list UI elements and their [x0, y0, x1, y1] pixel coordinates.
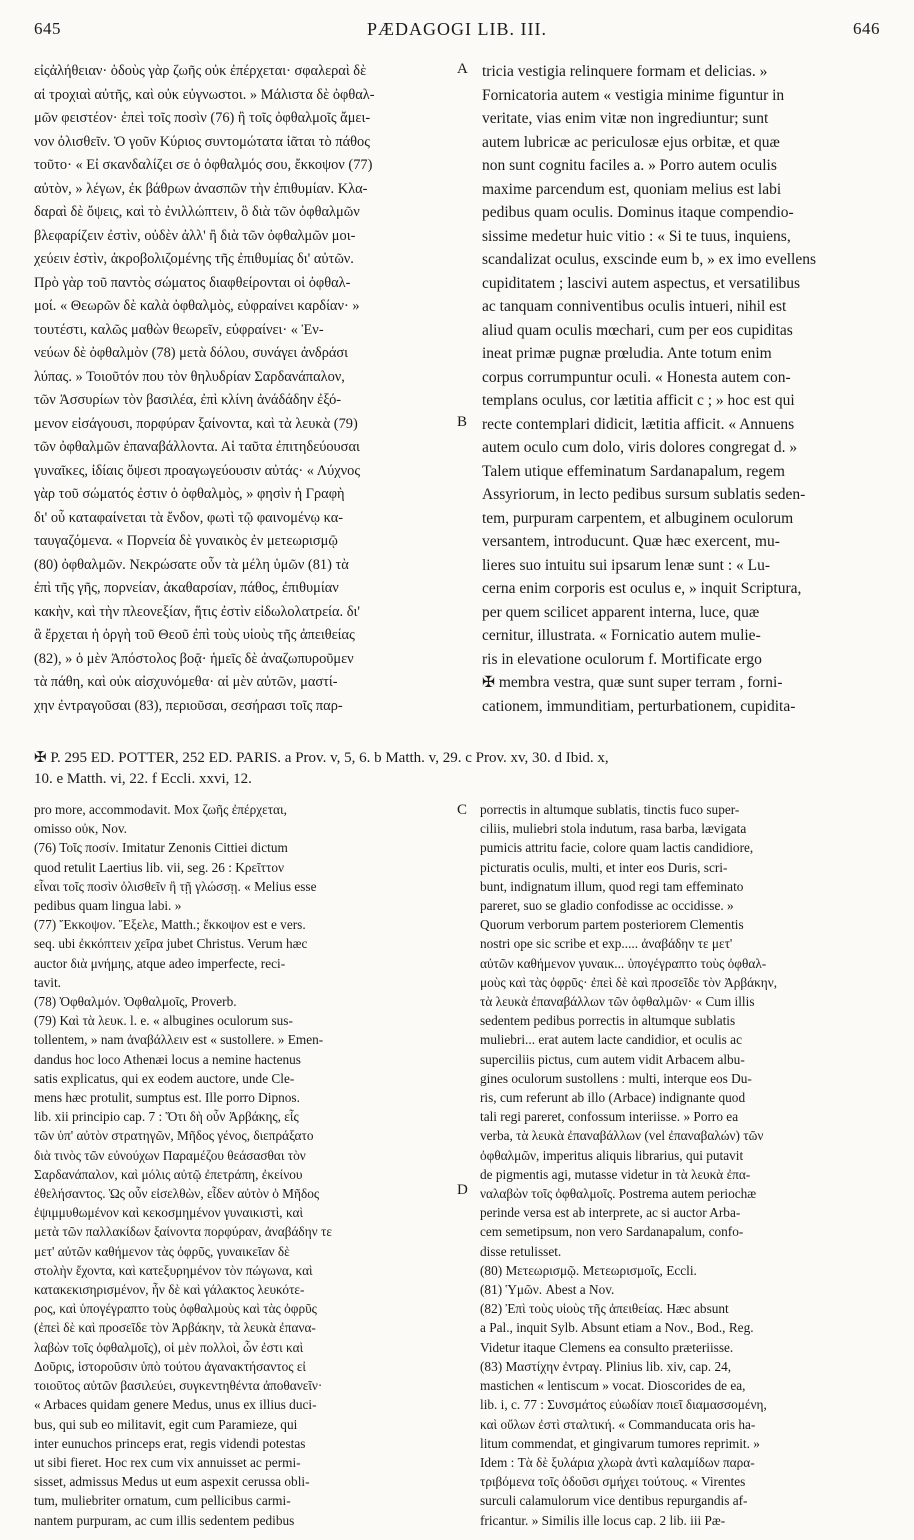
greek-text-line: ἃ ἔρχεται ἡ ὀργὴ τοῦ Θεοῦ ἐπὶ τοὺς υἱοὺς τῆς ἀπειθείας: [34, 627, 355, 643]
latin-text-line: tem, purpuram carpentem, et albuginem oculorum: [482, 509, 794, 527]
greek-text-line: τουτέστι, καλῶς μαθὼν θεωρεῖν, εὐφραίνει· « Ἐν-: [34, 321, 324, 338]
greek-text-line: τοῦτο· « Εἰ σκανδαλίζει σε ὁ ὀφθαλμός σου, ἔκκοψον (77): [34, 157, 373, 173]
note-line: « Arbaces quidam genere Medus, unus ex illius duci-: [34, 1397, 317, 1413]
note-line: ἐθελήσαντος. Ὡς οὖν εἰσελθὼν, εἶδεν αὐτὸν ὁ Μῆδος: [34, 1186, 320, 1202]
latin-text-line: maxime parcendum est, quoniam melius est labi: [482, 180, 782, 198]
note-line: perinde versa est ab interprete, ac si auctor Arba-: [480, 1205, 741, 1221]
greek-text-line: κακὴν, καὶ τὴν πλεονεξίαν, ἥτις ἐστὶν εἰδωλολατρεία. δι': [34, 603, 361, 620]
latin-text-line: autem oculo cum dolo, viris dolores congregat d. »: [482, 439, 798, 456]
latin-text-line: cernitur, illustrata. « Fornicatio autem mulie-: [482, 627, 761, 644]
note-line: verba, τὰ λευκὰ ἐπαναβάλλων (vel ἐπαναβαλών) τῶν: [480, 1128, 764, 1144]
note-line: στολὴν ἔχοντα, καὶ κατεξυρημένον τὸν πώγωνα, καὶ: [34, 1262, 313, 1278]
note-line: tollentem, » nam ἀναβάλλειν est « sustollere. » Emen-: [34, 1032, 324, 1048]
note-line: ρος, καὶ ὑπογέγραπτο τοὺς ὀφθαλμοὺς καὶ τὰς ὀφρῦς: [34, 1301, 317, 1317]
greek-text-line: εἰςἀλήθειαν· ὁδοὺς γὰρ ζωῆς οὐκ ἐπέρχεται· σφαλεραὶ δὲ: [34, 63, 367, 79]
latin-text-line: scandalizat oculus, exscinde eum b, » ex imo evellens: [482, 251, 817, 268]
note-line: sedentem pedibus porrectis in altumque sublatis: [480, 1013, 736, 1029]
latin-text-line: lieres suo intuitu sui ipsarum lenæ sunt : « Lu-: [482, 556, 771, 574]
reference-line-2: 10. e Matth. vi, 22. f Eccli. xxvi, 12.: [34, 771, 252, 787]
note-line: (77) Ἔκκοψον. Ἔξελε, Matth.; ἔκκοψον est e vers.: [34, 917, 306, 933]
note-line: τριβόμενα τοῖς ὀδοῦσι σμήχει τούτους. « Virentes: [480, 1474, 746, 1490]
note-line: picturatis oculis, multi, et inter eos Duris, scri-: [480, 859, 728, 875]
note-line: (83) Μαστίχην ἐντραγ. Plinius lib. xiv, cap. 24,: [480, 1358, 732, 1374]
note-line: seq. ubi ἐκκόπτειν χεῖρα jubet Christus. Verum hæc: [34, 936, 308, 952]
note-line: disse retulisset.: [480, 1243, 562, 1259]
note-line: nostri ope sic scribe et exp..... ἀναβάδην τε μετ': [480, 936, 733, 952]
note-line: λαβὼν τοῖς ὀφθαλμοῖς), οἱ μὲν πολλοὶ, ὧν ἐστι καὶ: [34, 1339, 304, 1355]
greek-text-line: ἐπὶ τῆς γῆς, πορνείαν, ἀκαθαρσίαν, πάθος, ἐπιθυμίαν: [34, 580, 339, 596]
note-line: μετ' αὐτῶν καθήμενον τὰς ὀφρῦς, γυναικεῖαν δὲ: [34, 1243, 290, 1259]
greek-text-line: γυναῖκες, ἰδίαις ὄψεσι προαγωγεύουσιν αὐτάς· « Λύχνος: [34, 462, 361, 479]
note-line: lib. xii principio cap. 7 : Ὅτι δὴ οὖν Ἀρβάκης, εἷς: [34, 1109, 299, 1125]
note-line: lib. i, c. 77 : Συνσμάτος εὐωδίαν ποιεῖ διαμασσομένη,: [480, 1397, 767, 1413]
note-line: mastichen « lentiscum » vocat. Dioscorides de ea,: [480, 1378, 746, 1394]
reference-line-1: ✠ P. 295 ED. POTTER, 252 ED. PARIS. a Prov. v, 5, 6. b Matth. v, 29. c Prov. xv, 30. d Ibid. x,: [34, 750, 609, 766]
note-line: muliebri... erat autem lacte candidior, et oculis ac: [480, 1032, 742, 1048]
latin-text-line: aliud quam oculis mœchari, cum per eos cupiditas: [482, 321, 793, 339]
note-line: tali regi pareret, confossum interiisse. » Porro ea: [480, 1109, 739, 1125]
note-line: pedibus quam lingua labi. »: [34, 898, 182, 914]
note-line: Quorum verborum partem posteriorem Clementis: [480, 917, 744, 933]
note-line: auctor διὰ μνήμης, atque adeo imperfecte, reci-: [34, 955, 286, 971]
greek-text-line: δαραὶ δὲ ὄψεις, καὶ τὸ ἐνιλλώπτειν, ὃ διὰ τῶν ὀφθαλμῶν: [34, 204, 360, 220]
latin-text-line: Fornicatoria autem « vestigia minime figuntur in: [482, 86, 785, 104]
latin-text-line: ✠ membra vestra, quæ sunt super terram , forni-: [482, 674, 783, 691]
note-line: inter eunuchos princeps erat, regis videndi potestas: [34, 1435, 306, 1451]
note-line: pro more, accommodavit. Mox ζωῆς ἐπέρχεται,: [34, 802, 287, 817]
note-line: αὐτῶν καθήμενον γυναικ... ὑπογέγραπτο τοὺς ὀφθαλ-: [480, 955, 767, 971]
page-number-right: 646: [852, 19, 880, 38]
greek-text-line: χεύειν ἐστὶν, ἀκροβολιζομένης τῆς ἐπιθυμίας δι' αὐτῶν.: [34, 251, 354, 267]
note-line: superciliis pictus, cum autem vidit Arbacem albu-: [480, 1051, 745, 1067]
latin-text-line: recte contemplari didicit, lætitia afficit. « Annuens: [482, 415, 795, 433]
greek-text-line: δι' οὗ καταφαίνεται τὰ ἔνδον, φωτὶ τῷ φαινομένῳ κα-: [34, 509, 344, 526]
page-number-left: 645: [34, 19, 61, 38]
note-line: mens hæc protulit, sumptus est. Ille porro Dipnos.: [34, 1090, 300, 1106]
note-line: fricantur. » Similis ille locus cap. 2 lib. iii Pæ-: [480, 1512, 726, 1528]
greek-text-line: γὰρ τοῦ σώματός ἐστιν ὁ ὀφθαλμὸς, » φησὶν ἡ Γραφὴ: [34, 486, 345, 502]
note-line: dandus hoc loco Athenæi locus a nemine hactenus: [34, 1051, 301, 1067]
note-line: pareret, suo se gladio confodisse ac occidisse. »: [480, 898, 734, 914]
latin-text-line: corpus corrumpuntur oculi. « Honesta autem con-: [482, 368, 791, 386]
note-line: διὰ τινὸς τῶν εὐνούχων Παραμέζου θεάσασθαι τὸν: [34, 1147, 306, 1163]
latin-text-line: cerna enim corporis est oculus e, » inquit Scriptura,: [482, 580, 802, 597]
latin-text-line: non sunt cognitu faciles a. » Porro autem oculis: [482, 157, 777, 174]
note-line: καὶ οὔλων ἐστὶ σταλτική. « Commanducata oris ha-: [480, 1416, 756, 1432]
greek-text-line: μενον εἰσάγουσι, πορφύραν ξαίνοντα, καὶ τὰ λευκὰ (79): [34, 415, 358, 432]
latin-text-line: pedibus quam oculis. Dominus itaque compendio-: [482, 204, 794, 221]
note-line: κατακεκισηρισμένον, ἦν δὲ καὶ γάλακτος λευκότε-: [34, 1282, 305, 1298]
note-line: (81) Ὑμῶν. Abest a Nov.: [480, 1282, 615, 1298]
note-line: pumicis attritu facie, colore quam lactis candidiore,: [480, 840, 754, 856]
latin-text-line: sissime medetur huic vitio : « Si te tuus, inquiens,: [482, 227, 791, 245]
note-line: (82) Ἐπὶ τοὺς υἱοὺς τῆς ἀπειθείας. Hæc absunt: [480, 1301, 729, 1317]
note-line: tavit.: [34, 974, 61, 990]
greek-text-line: αὐτὸν, » λέγων, ἐκ βάθρων ἀνασπῶν τὴν ἐπιθυμίαν. Κλα-: [34, 180, 368, 197]
latin-text-line: cupiditatem ; lascivi autem aspectus, et versatilibus: [482, 274, 801, 292]
page-header: [34, 12, 880, 46]
latin-text-line: Talem utique effeminatum Sardanapalum, regem: [482, 462, 785, 480]
note-line: litum commendat, et gingivarum tumores reprimit. »: [480, 1435, 760, 1451]
greek-text-line: νον ὀλισθεῖν. Ὁ γοῦν Κύριος συντομώτατα ἰᾶται τὸ πάθος: [34, 133, 370, 150]
note-line: (ἐπεὶ δὲ καὶ προσεῖδε τὸν Ἀρβάκην, τὰ λευκὰ ἐπανα-: [34, 1320, 316, 1336]
note-line: surculi calamulorum vice dentibus repurgandis af-: [480, 1493, 748, 1509]
note-line: (80) Μετεωρισμῷ. Μετεωρισμοῖς, Eccli.: [480, 1262, 697, 1278]
note-line: omisso οὐκ, Nov.: [34, 821, 127, 837]
section-marker-a: A: [457, 61, 468, 77]
greek-text-line: τῶν ὀφθαλμῶν ἐπαναβάλλοντα. Αἱ ταῦτα ἐπιτηδεύουσαι: [34, 439, 360, 455]
note-line: ut sibi fieret. Hoc rex cum vix annuisset ac permi-: [34, 1454, 301, 1470]
greek-text-line: τὰ πάθη, καὶ οὐκ αἰσχυνόμεθα· αἱ μὲν αὐτῶν, μαστί-: [34, 674, 338, 690]
note-line: quod retulit Laertius lib. vii, seg. 26 : Κρεῖττον: [34, 859, 285, 875]
greek-text-line: μοί. « Θεωρῶν δὲ καλὰ ὀφθαλμὸς, εὐφραίνει καρδίαν· »: [34, 298, 360, 314]
note-line: sisset, admissus Medus ut eum aspexit cerussa obli-: [34, 1474, 310, 1490]
note-line: nantem purpuram, ac cum illis sedentem pedibus: [34, 1512, 295, 1528]
note-line: satis explicatus, qui ex eodem auctore, unde Cle-: [34, 1070, 295, 1086]
latin-text-line: ris in elevatione oculorum f. Mortificate ergo: [482, 650, 762, 668]
note-line: τὰ λευκὰ ἐπαναβάλλων τῶν ὀφθαλμῶν· « Cum illis: [480, 994, 755, 1010]
latin-text-line: ac tanquam conniventibus oculis intueri, nihil est: [482, 298, 787, 315]
latin-text-line: veritate, vias enim vitæ non ingrediuntur; sunt: [482, 110, 769, 127]
note-line: bus, qui sub eo militavit, egit cum Paramieze, qui: [34, 1416, 298, 1432]
note-line: Videtur itaque Clemens ea consulto præteriisse.: [480, 1339, 734, 1355]
note-line: ναλαβὼν τοῖς ὀφθαλμοῖς. Postrema autem periochæ: [480, 1186, 757, 1202]
latin-text-line: Assyriorum, in lecto pedibus sursum sublatis seden-: [482, 486, 806, 503]
note-line: de pigmentis agi, mutasse videtur in τὰ λευκὰ ἐπα-: [480, 1166, 751, 1182]
note-line: (78) Ὀφθαλμόν. Ὀφθαλμοῖς, Proverb.: [34, 994, 237, 1010]
latin-text-line: ineat primæ pugnæ prœludia. Ante totum enim: [482, 345, 772, 362]
note-line: gines oculorum sustollens : multi, interque eos Du-: [480, 1070, 752, 1086]
note-line: μοὺς καὶ τὰς ὀφρῦς· ἐπεὶ δὲ καὶ προσεῖδε τὸν Ἀρβάκην,: [480, 974, 778, 990]
notes-right-column: [480, 800, 884, 1530]
note-line: τῶν ὑπ' αὐτὸν στρατηγῶν, Μῆδος γένος, διεπράξατο: [34, 1128, 314, 1144]
note-line: εἶναι τοῖς ποσὶν ὀλισθεῖν ἢ τῇ γλώσσῃ. « Melius esse: [34, 878, 317, 894]
latin-text-line: cationem, immunditiam, perturbationem, cupidita-: [482, 697, 796, 715]
note-line: τοιοῦτος αὐτῶν βασιλεύει, συγκεντηθέντα ἀποθανεῖν·: [34, 1378, 323, 1394]
note-line: ἐψιμμυθωμένον καὶ κεκοσμημένον γυναικιστὶ, καὶ: [34, 1205, 304, 1221]
greek-text-line: ταυγαζόμενα. « Πορνεία δὲ γυναικὸς ἐν μετεωρισμῷ: [34, 533, 338, 549]
note-line: Δοῦρις, ἱστοροῦσιν ὑπὸ τούτου ἀγανακτήσαντος εἰ: [34, 1358, 307, 1374]
note-line: ciliis, muliebri stola indutum, rasa barba, lævigata: [480, 821, 747, 837]
note-line: Σαρδανάπαλον, καὶ μόλις αὐτῷ ἐπετράπη, ἐκείνου: [34, 1166, 303, 1182]
note-line: porrectis in altumque sublatis, tinctis fuco super-: [480, 802, 740, 817]
note-line: ris, cum referunt ab illo (Arbace) indignante quod: [480, 1090, 746, 1106]
note-line: cem semetipsum, non vero Sardanapalum, confo-: [480, 1224, 744, 1240]
latin-text-line: versantem, introducunt. Quæ hæc exercent, mu-: [482, 533, 780, 550]
notes-left-column: [34, 800, 452, 1530]
greek-text-line: (82), » ὁ μὲν Ἀπόστολος βοᾷ· ἡμεῖς δὲ ἀναζωπυροῦμεν: [34, 650, 354, 667]
note-line: ὀφθαλμῶν, imperitus aliquis librarius, qui putavit: [480, 1147, 744, 1163]
latin-text-line: tricia vestigia relinquere formam et delicias. »: [482, 63, 768, 80]
greek-text-line: μῶν φειστέον· ἐπεὶ τοῖς ποσὶν (76) ἢ τοῖς ὀφθαλμοῖς ἄμει-: [34, 110, 371, 126]
note-line: μετὰ τῶν παλλακίδων ξαίνοντα πορφύραν, ἀναβάδην τε: [34, 1224, 332, 1240]
greek-text-column: [34, 60, 452, 718]
running-title: PÆDAGOGI LIB. III.: [367, 18, 547, 39]
latin-text-line: per quem scilicet apparent interna, luce, quæ: [482, 603, 760, 621]
greek-text-line: Πρὸ γὰρ τοῦ παντὸς σώματος διαφθείρονται οἱ ὀφθαλ-: [34, 274, 351, 291]
note-line: Idem : Τὰ δὲ ξυλάρια χλωρὰ ἀντὶ καλαμίδων παρα-: [480, 1454, 755, 1470]
latin-text-line: templans oculus, cor lætitia afficit c ; » hoc est qui: [482, 392, 795, 409]
note-line: a Pal., inquit Sylb. Absunt etiam a Nov., Bod., Reg.: [480, 1320, 754, 1336]
greek-text-line: λύπας. » Τοιοῦτόν που τὸν θηλυδρίαν Σαρδανάπαλον,: [34, 368, 345, 385]
note-line: (76) Τοῖς ποσίν. Imitatur Zenonis Cittiei dictum: [34, 840, 288, 856]
section-marker-b: B: [457, 414, 468, 430]
latin-text-line: autem lubricæ ac periculosæ ejus orbitæ, et quæ: [482, 133, 780, 151]
section-marker-c: C: [457, 802, 468, 818]
greek-text-line: τῶν Ἀσσυρίων τὸν βασιλέα, ἐπὶ κλίνη ἀνάδάδην ἐξό-: [34, 392, 342, 408]
note-line: bunt, indignatum illum, quod regi tam effeminato: [480, 878, 744, 894]
greek-text-line: χην ἐντραγοῦσαι (83), περιοῦσαι, σεσήρασι τοῖς παρ-: [34, 697, 343, 714]
greek-text-line: βλεφαρίζειν ἐστὶν, οὐδὲν ἀλλ' ἢ διὰ τῶν ὀφθαλμῶν μοι-: [34, 227, 356, 244]
note-line: (79) Καὶ τὰ λευκ. l. e. « albugines oculorum sus-: [34, 1013, 293, 1029]
latin-text-column: [482, 60, 882, 718]
greek-text-line: νεύων δὲ ὀφθαλμὸν (78) μετὰ δόλου, συνάγει ἀνδράσι: [34, 345, 349, 361]
note-line: tum, muliebriter ornatum, cum pellicibus carmi-: [34, 1493, 291, 1509]
section-marker-d: D: [457, 1182, 468, 1198]
greek-text-line: (80) ὀφθαλμῶν. Νεκρώσατε οὖν τὰ μέλη ὑμῶν (81) τὰ: [34, 556, 349, 573]
greek-text-line: αἱ τροχιαὶ αὐτῆς, καὶ οὐκ εὐγνωστοι. » Μάλιστα δὲ ὀφθαλ-: [34, 86, 375, 103]
